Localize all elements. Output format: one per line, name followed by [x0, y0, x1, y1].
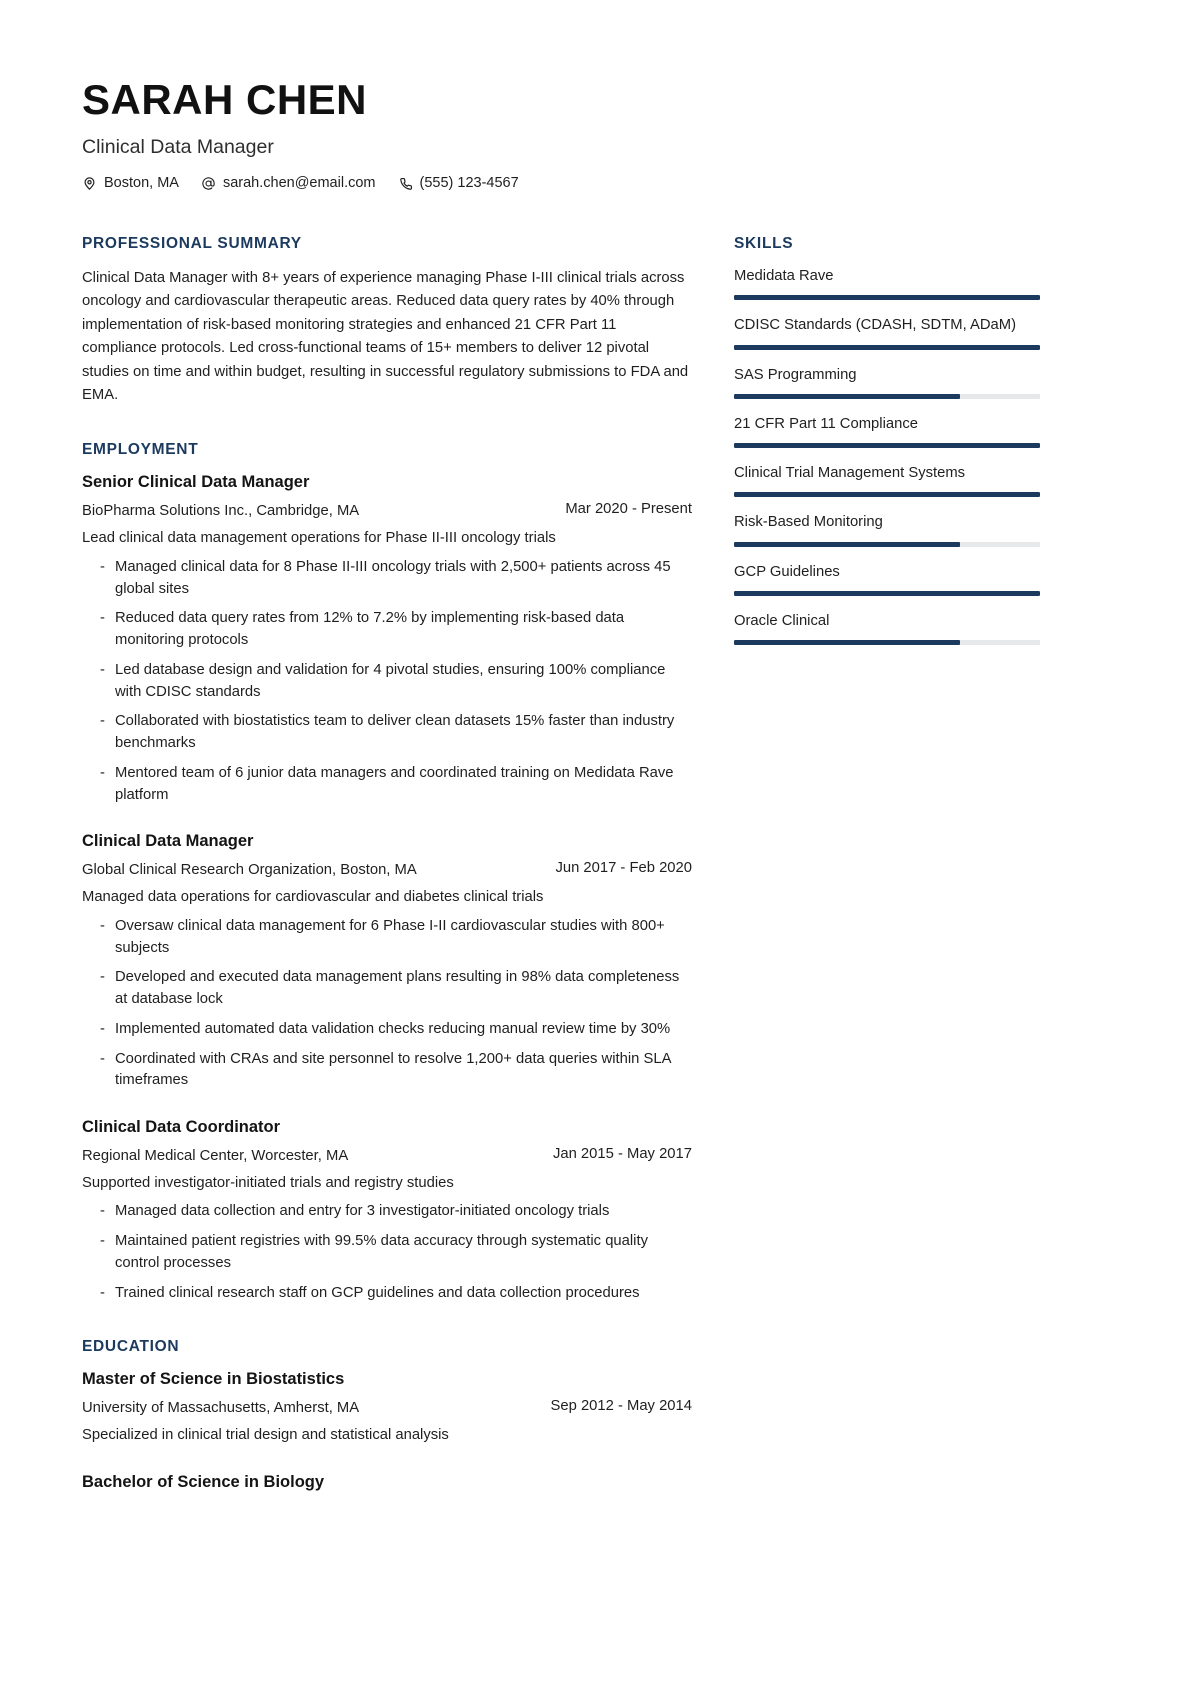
employment-entry-dates: Mar 2020 - Present [565, 501, 692, 518]
skill-level-bar [734, 443, 1040, 448]
skill-level-fill [734, 295, 1040, 300]
skill-name: Risk-Based Monitoring [734, 514, 883, 531]
skill-level-fill [734, 591, 1040, 596]
skill-name: Oracle Clinical [734, 612, 830, 629]
main-column [82, 235, 692, 1526]
skill-level-bar [734, 394, 1040, 399]
contact-location-text: Boston, MA [104, 175, 179, 192]
skill-level-fill [734, 640, 960, 645]
education-entry [82, 1370, 692, 1446]
skill-name: SAS Programming [734, 366, 857, 383]
skills-list [734, 267, 1040, 645]
bullet-item: - Reduced data query rates from 12% to 7.2% by implementing risk-based data monitoring protocols [82, 608, 692, 652]
education-entry-meta [82, 1398, 692, 1419]
skill-level-fill [734, 443, 1040, 448]
employment-entry-organization: Regional Medical Center, Worcester, MA [82, 1148, 349, 1164]
skill-name: Clinical Trial Management Systems [734, 465, 966, 482]
skill-item [734, 513, 1040, 546]
skill-level-bar [734, 345, 1040, 350]
employment-entry [82, 473, 692, 806]
contact-email [201, 175, 376, 191]
section-skills [734, 235, 1040, 645]
employment-entry-bullets [82, 557, 692, 807]
skills-heading: SKILLS [734, 235, 794, 253]
contact-phone-text: (555) 123-4567 [419, 175, 519, 192]
skill-name: 21 CFR Part 11 Compliance [734, 415, 918, 432]
section-professional-summary [82, 235, 692, 407]
employment-entry-bullets [82, 916, 692, 1092]
education-heading: EDUCATION [82, 1338, 180, 1356]
resume-body [82, 235, 1118, 1526]
employment-entry-dates: Jan 2015 - May 2017 [552, 1146, 692, 1162]
bullet-item: - Maintained patient registries with 99.5% data accuracy through systematic quality control processes [82, 1231, 692, 1275]
contact-location [82, 175, 179, 191]
bullet-item: - Mentored team of 6 junior data managers and coordinated training on Medidata Rave platform [82, 763, 692, 807]
bullet-item: - Managed clinical data for 8 Phase II-III oncology trials with 2,500+ patients across 45 global sites [82, 557, 692, 601]
employment-entry-description: Lead clinical data management operations for Phase II-III oncology trials [82, 530, 556, 547]
skill-item [734, 316, 1040, 349]
education-entry-role: Bachelor of Science in Biology [82, 1472, 325, 1491]
skill-item [734, 464, 1040, 497]
employment-entry-bullets [82, 1201, 692, 1304]
bullet-item: - Led database design and validation for 4 pivotal studies, ensuring 100% compliance with CDISC standards [82, 660, 692, 704]
skill-item [734, 612, 1040, 645]
employment-entry-meta [82, 860, 692, 881]
contact-email-text: sarah.chen@email.com [222, 175, 376, 192]
location-pin-icon [82, 176, 97, 191]
skill-level-fill [734, 394, 960, 399]
skill-name: GCP Guidelines [734, 563, 840, 580]
skill-level-bar [734, 640, 1040, 645]
bullet-item: - Coordinated with CRAs and site personnel to resolve 1,200+ data queries within SLA timeframes [82, 1049, 692, 1093]
section-employment [82, 441, 692, 1304]
employment-entry [82, 832, 692, 1092]
bullet-item: - Implemented automated data validation checks reducing manual review time by 30% [82, 1019, 692, 1041]
skill-name: Medidata Rave [734, 268, 834, 285]
skill-level-fill [734, 345, 1040, 350]
employment-entry-role: Clinical Data Coordinator [82, 1118, 281, 1136]
skill-name: CDISC Standards (CDASH, SDTM, ADaM) [734, 317, 1017, 334]
phone-icon [398, 176, 413, 191]
candidate-name: SARAH CHEN [82, 76, 368, 123]
section-education [82, 1338, 692, 1491]
employment-entry-description: Supported investigator-initiated trials and registry studies [82, 1175, 454, 1191]
skill-item [734, 267, 1040, 300]
skill-level-bar [734, 591, 1040, 596]
summary-heading: PROFESSIONAL SUMMARY [82, 235, 302, 253]
employment-entry-list [82, 473, 692, 1304]
side-column [734, 235, 1040, 679]
education-entry [82, 1473, 692, 1492]
bullet-item: - Managed data collection and entry for 3 investigator-initiated oncology trials [82, 1201, 692, 1223]
skill-level-bar [734, 542, 1040, 547]
contact-row [82, 175, 1118, 191]
employment-heading: EMPLOYMENT [82, 441, 199, 459]
employment-entry [82, 1118, 692, 1304]
skill-level-bar [734, 492, 1040, 497]
education-entry-dates: Sep 2012 - May 2014 [550, 1398, 692, 1415]
employment-entry-role: Clinical Data Manager [82, 832, 254, 851]
skill-item [734, 415, 1040, 448]
contact-phone [398, 175, 519, 191]
education-entry-list [82, 1370, 692, 1491]
bullet-item: - Oversaw clinical data management for 6 Phase I-II cardiovascular studies with 800+ subjects [82, 916, 692, 960]
employment-entry-description: Managed data operations for cardiovascular and diabetes clinical trials [82, 889, 544, 906]
employment-entry-organization: BioPharma Solutions Inc., Cambridge, MA [82, 503, 360, 520]
skill-level-fill [734, 542, 960, 547]
bullet-item: - Trained clinical research staff on GCP guidelines and data collection procedures [82, 1283, 692, 1305]
candidate-title: Clinical Data Manager [82, 136, 274, 159]
bullet-item: - Developed and executed data management plans resulting in 98% data completeness at database lock [82, 967, 692, 1011]
skill-item [734, 563, 1040, 596]
skill-level-bar [734, 295, 1040, 300]
skill-item [734, 366, 1040, 399]
employment-entry-organization: Global Clinical Research Organization, Boston, MA [82, 862, 417, 879]
education-entry-organization: University of Massachusetts, Amherst, MA [82, 1400, 360, 1417]
education-entry-description: Specialized in clinical trial design and statistical analysis [82, 1427, 449, 1444]
summary-text: Clinical Data Manager with 8+ years of experience managing Phase I-III clinical trials across oncology and cardiovascular therapeutic areas. Reduced data query rates by 40% through implementation of risk-based monitoring strategies and enhanced 21 CFR Part 11 compliance protocols. Led cross-functional teams of 15+ members to deliver 12 pivotal studies on time and within budget, resulting in successful regulatory submissions to FDA and EMA. [82, 270, 689, 403]
at-sign-icon [201, 176, 216, 191]
employment-entry-meta [82, 501, 692, 522]
employment-entry-role: Senior Clinical Data Manager [82, 473, 310, 492]
employment-entry-meta [82, 1146, 692, 1167]
employment-entry-dates: Jun 2017 - Feb 2020 [555, 860, 692, 877]
skill-level-fill [734, 492, 1040, 497]
bullet-item: - Collaborated with biostatistics team to deliver clean datasets 15% faster than industry benchmarks [82, 711, 692, 755]
resume-header [82, 78, 1118, 191]
education-entry-role: Master of Science in Biostatistics [82, 1370, 345, 1389]
